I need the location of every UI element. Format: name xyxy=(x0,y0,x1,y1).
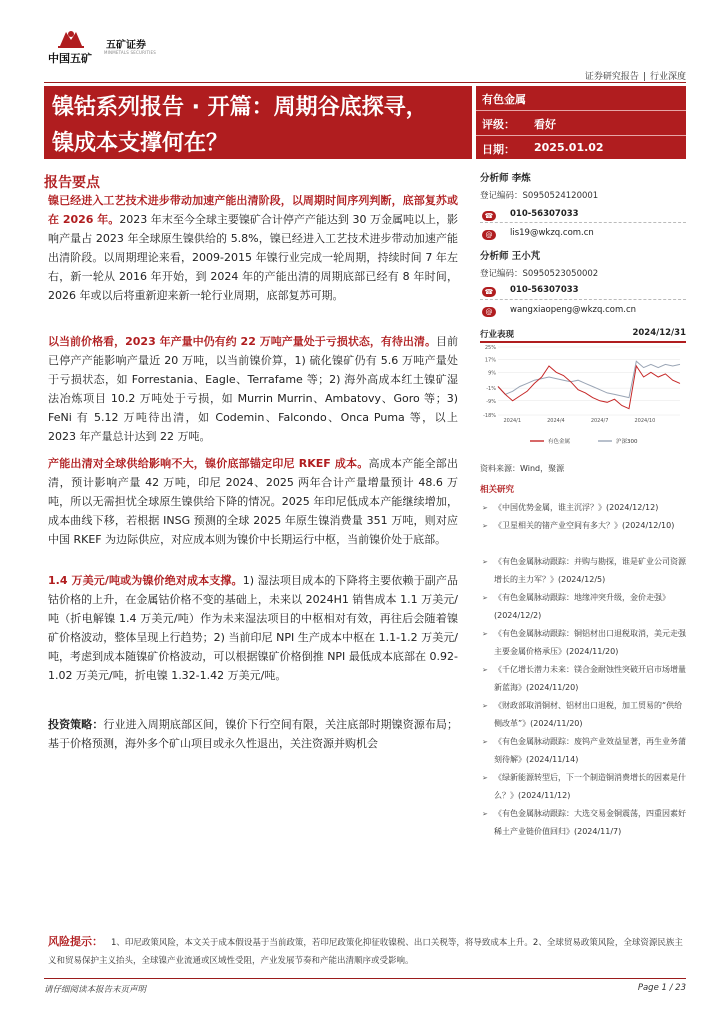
y-tick-label: 17% xyxy=(484,357,496,364)
analyst-email[interactable]: wangxiaopeng@wkzq.com.cn xyxy=(510,305,637,315)
x-tick-label: 2024/7 xyxy=(590,418,609,424)
bullet-arrow-icon: ➢ xyxy=(482,738,488,746)
x-tick-label: 2024/4 xyxy=(547,418,565,424)
x-tick-label: 2024/10 xyxy=(634,418,656,424)
analyst-phone: 010-56307033 xyxy=(510,209,579,219)
analyst-registration: 登记编码：S0950523050002 xyxy=(480,269,599,279)
report-title-block xyxy=(44,86,472,159)
company-logo xyxy=(44,28,164,68)
related-research-item[interactable]: ➢ 《有色金属脉动跟踪：废钨产业效益显著，再生业务蒲刻待解》(2024/11/14) xyxy=(480,733,686,769)
bullet-arrow-icon: ➢ xyxy=(482,504,488,512)
bullet-arrow-icon: ➢ xyxy=(482,594,488,602)
company-en-name: MINMETALS SECURITIES xyxy=(104,50,156,55)
report-title-line2: 镍成本支撑何在？ xyxy=(52,131,229,156)
related-research-item[interactable]: ➢ 《绿新能源转型后，下一个制造铜消费增长的因素是什么？》(2024/11/12) xyxy=(480,769,686,805)
y-tick-label: -9% xyxy=(486,398,496,405)
bullet-arrow-icon: ➢ xyxy=(482,558,488,566)
rating-info-box xyxy=(476,86,686,159)
date-row: 日期： 2025.01.02 xyxy=(482,141,604,156)
related-research-item[interactable]: ➢ 《财政部取消铜材、铝材出口退税，加工贸易的“供给侧改革”》(2024/11/20) xyxy=(480,697,686,733)
header-divider xyxy=(44,82,686,83)
rating-row: 评级： 看好 xyxy=(482,118,556,131)
chart-heading: 行业表现 2024/12/31 xyxy=(480,328,686,340)
bullet-arrow-icon: ➢ xyxy=(482,774,488,782)
related-research-item[interactable]: ➢ 《有色金属脉动跟踪：并购与勘探，谁是矿业公司资源增长的主力军？》(2024/12/5) xyxy=(480,553,686,589)
summary-paragraph: 镍已经进入工艺技术进步带动加速产能出清阶段，以周期时间序列判断，底部复苏或在 2026 年。2023 年末至今全球主要镍矿合计停产产能达到 30 万金属吨以上，影响产量占 2023 年全球原生镍供给的 5.8%，镍已经进入工艺技术进步带动加速产能出清阶段。以周期理论来看，2009-2015 年镍行业完成一轮周期，持续时间 7 年左右，新一轮从 2016 年开始，到 2024 年的产能出清的周期底部已经有 8 年时间，2026 年或以后将重新迎来新一轮行业周期，底部复苏可期。 xyxy=(48,194,458,302)
analyst-phone: 010-56307033 xyxy=(510,285,579,295)
chart-date: 2024/12/31 xyxy=(632,328,686,338)
summary-title: 报告要点 xyxy=(44,175,100,191)
x-tick-label: 2024/1 xyxy=(503,418,522,424)
risk-text: 1、印尼政策风险，本文关于成本假设基于当前政策，若印尼政策化抑征收镍税、出口关税等，将导致成本上升。2、全球贸易政策风险，全球资源民族主义和贸易保护主义抬头，全球镍产业流通或区域性受阻，产业发展节奏和产能出清顺序或受影响。 xyxy=(48,938,683,966)
y-tick-label: 25% xyxy=(484,345,496,351)
analyst-registration: 登记编码：S0950524120001 xyxy=(480,191,599,201)
industry-performance-chart xyxy=(480,343,686,451)
sector-row: 有色金属 xyxy=(482,93,526,106)
related-research-item[interactable]: ➢ 《有色金属脉动跟踪：地缘冲突升级，金价走强》(2024/12/2) xyxy=(480,589,686,625)
bullet-arrow-icon: ➢ xyxy=(482,666,488,674)
related-research-item[interactable]: ➢ 《卫星相关的锗产业空间有多大？》(2024/12/10) xyxy=(480,517,686,535)
report-date: 2025.01.02 xyxy=(534,141,604,154)
footer-disclaimer: 请仔细阅读本报告末页声明 xyxy=(44,985,147,995)
related-research-item[interactable]: ➢ 《有色金属脉动跟踪：大选交易金铜震荡，四重因素好稀土产业链价值回归》(2024/11/7) xyxy=(480,805,686,841)
email-icon: @ xyxy=(482,307,496,317)
phone-icon: ☎ xyxy=(482,211,496,221)
analyst-email[interactable]: lis19@wkzq.com.cn xyxy=(510,228,594,238)
rating-value: 看好 xyxy=(534,118,556,131)
related-research-title: 相关研究 xyxy=(480,485,515,495)
y-tick-label: 9% xyxy=(488,370,496,377)
summary-paragraph: 产能出清对全球供给影响不大，镍价底部锚定印尼 RKEF 成本。高成本产能全部出清，预计影响产量 42 万吨，印尼 2024、2025 两年合计产量增量预计 48.6 万吨，所以无需担忧全球原生镍供给下降的情况。2025 年印尼低成本产能继续增加，成本曲线下移，若根据 INSG 预测的全球 2025 年原生镍消费量 351 万吨，则对应中国 RKEF 为边际供应，对应成本则为镍价中长期运行中枢，当前镍价处于底部。 xyxy=(48,457,459,546)
footer-divider xyxy=(44,978,686,979)
analyst-name: 分析师 王小芃 xyxy=(480,251,541,262)
bullet-arrow-icon: ➢ xyxy=(482,810,488,818)
minmetals-logo-icon xyxy=(58,28,84,48)
company-name: 五矿证券 xyxy=(106,40,146,51)
chart-source: 资料来源：Wind，聚源 xyxy=(480,464,565,473)
risk-label: 风险提示： xyxy=(48,935,103,948)
email-icon: @ xyxy=(482,230,496,240)
phone-icon: ☎ xyxy=(482,287,496,297)
report-title-line1: 镍钴系列报告 · 开篇：周期谷底探寻， xyxy=(52,95,428,120)
bullet-arrow-icon: ➢ xyxy=(482,630,488,638)
y-tick-label: -1% xyxy=(486,386,496,393)
analyst-name: 分析师 李炼 xyxy=(480,173,531,184)
related-research-item[interactable]: ➢ 《中国优势金属，谁主沉浮？》(2024/12/12) xyxy=(480,499,686,517)
group-name: 中国五矿 xyxy=(48,52,92,65)
bullet-arrow-icon: ➢ xyxy=(482,702,488,710)
page-number: Page 1 / 23 xyxy=(637,983,686,993)
related-research-item[interactable]: ➢ 《有色金属脉动跟踪：铜铝材出口退税取消，美元走强主要金属价格承压》(2024/11/20) xyxy=(480,625,686,661)
summary-paragraph: 1.4 万美元/吨或为镍价绝对成本支撑。1) 湿法项目成本的下降将主要依赖于副产品钴价格的上升，在金属钴价格不变的基础上，未来以 2024H1 销售成本 1.1 万美元/吨（折电解镍 1.4 万美元/吨）作为未来湿法项目的中枢相对有效，再往后会随着镍矿价格波动，整体呈现上行趋势；2) 当前印尼 NPI 生产成本中枢在 1.1-1.2 万美元/吨，考虑到成本随镍矿价格波动，可以根据镍矿价格倒推 NPI 最低成本底部在 0.92-1.02 万美元/吨，折电镍 1.32-1.42 万美元/吨。 xyxy=(48,574,458,682)
bullet-arrow-icon: ➢ xyxy=(482,522,488,530)
legend-label: 有色金属 xyxy=(548,439,571,445)
risk-warning xyxy=(48,933,686,970)
investment-strategy: 投资策略：行业进入周期底部区间，镍价下行空间有限，关注底部时期镍资源布局；基于价格预测，海外多个矿山项目或永久性退出，关注资源并购机会 xyxy=(48,718,459,750)
summary-paragraph: 以当前价格看，2023 年产量中仍有约 22 万吨产量处于亏损状态，有待出清。目前已停产产能影响产量近 20 万吨，以当前镍价算，1) 硫化镍矿仍有 5.6 万吨产量处于亏损状态，如 Forrestania、Eagle、Terrafame 等；2) 海外高成本红土镍矿湿法冶炼项目 10.2 万吨处于亏损，如 Murrin Murrin、Ambatovy、Goro 等；3) FeNi 有 5.12 万吨待出清，如 Codemin、Falcondo、Onca Puma 等，以上 2023 年产量总计达到 22 万吨。 xyxy=(48,335,459,443)
related-research-item[interactable]: ➢ 《千亿增长潜力未来：镁合金耐蚀性突破开启市场增量新蓝海》(2024/11/20) xyxy=(480,661,686,697)
report-type-label: 证券研究报告 | 行业深度 xyxy=(584,72,686,82)
y-tick-label: -18% xyxy=(483,413,496,419)
legend-label: 沪深300 xyxy=(616,439,638,445)
